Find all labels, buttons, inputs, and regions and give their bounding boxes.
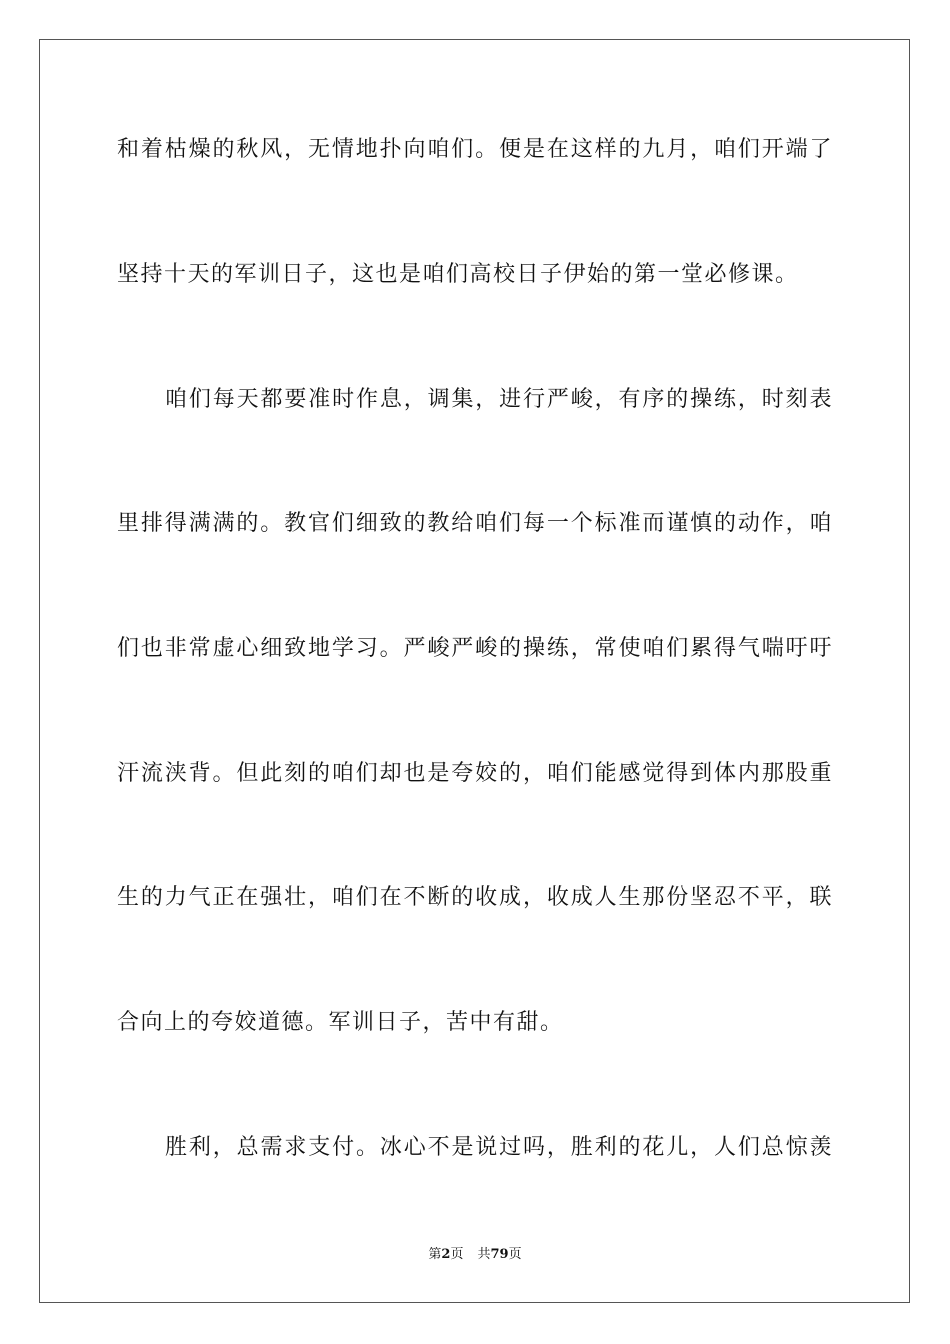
body-line-7: 生的力气正在强壮，咱们在不断的收成，收成人生那份坚忍不平，联 xyxy=(117,885,833,910)
footer-total-pages: 79 xyxy=(490,1247,509,1262)
body-line-3: 咱们每天都要准时作息，调集，进行严峻，有序的操练，时刻表 xyxy=(165,387,833,412)
body-line-1: 和着枯燥的秋风，无情地扑向咱们。便是在这样的九月，咱们开端了 xyxy=(117,137,833,162)
footer-page-suffix: 页 xyxy=(450,1247,464,1262)
body-line-9: 胜利，总需求支付。冰心不是说过吗，胜利的花儿，人们总惊羡 xyxy=(165,1135,833,1160)
page-footer xyxy=(0,1246,950,1264)
footer-total-suffix: 页 xyxy=(508,1247,522,1262)
page-border xyxy=(39,39,910,1303)
body-line-8: 合向上的夸姣道德。军训日子，苦中有甜。 xyxy=(117,1010,564,1035)
body-line-2: 坚持十天的军训日子，这也是咱们高校日子伊始的第一堂必修课。 xyxy=(117,262,799,287)
body-line-6: 汗流浃背。但此刻的咱们却也是夸姣的，咱们能感觉得到体内那股重 xyxy=(117,761,833,786)
footer-page-number: 2 xyxy=(441,1247,451,1262)
body-line-4: 里排得满满的。教官们细致的教给咱们每一个标准而谨慎的动作，咱 xyxy=(117,511,833,536)
body-line-5: 们也非常虚心细致地学习。严峻严峻的操练，常使咱们累得气喘吁吁 xyxy=(117,636,833,661)
footer-page-prefix: 第 xyxy=(428,1247,442,1262)
footer-total-prefix: 共 xyxy=(477,1247,491,1262)
